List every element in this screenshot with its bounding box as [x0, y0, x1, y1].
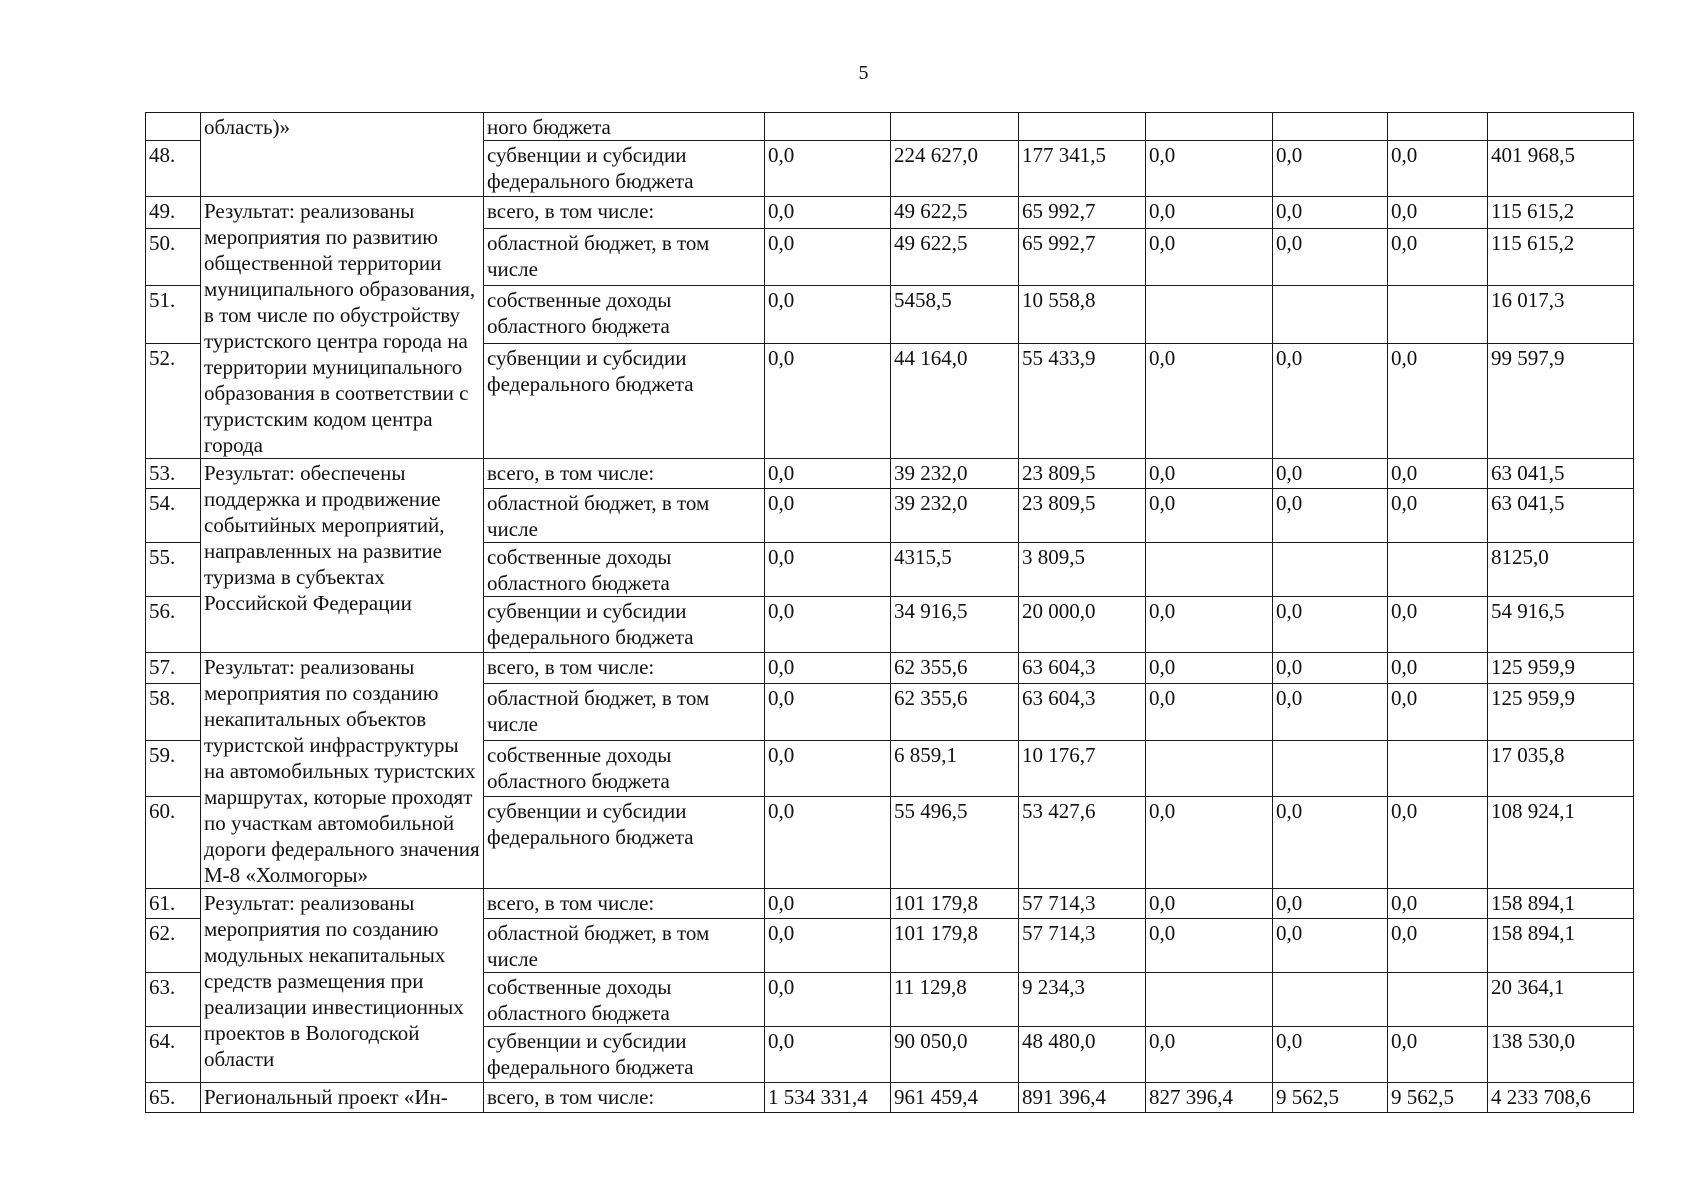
funding-source-cell: областной бюджет, в том числе: [484, 228, 765, 286]
year-value-cell: 0,0: [1146, 459, 1273, 489]
year-value-cell: [1273, 113, 1388, 141]
year-value-cell: 0,0: [1273, 597, 1388, 653]
year-value-cell: 0,0: [1273, 1027, 1388, 1083]
year-value-cell: 1 534 331,4: [765, 1083, 891, 1113]
year-value-cell: 0,0: [1146, 141, 1273, 197]
year-value-cell: 0,0: [1146, 889, 1273, 919]
year-value-cell: 0,0: [765, 286, 891, 344]
row-number-cell: [146, 113, 201, 141]
funding-source-cell: всего, в том числе:: [484, 889, 765, 919]
year-value-cell: [1146, 113, 1273, 141]
year-value-cell: 0,0: [765, 597, 891, 653]
row-number-cell: 55.: [146, 543, 201, 597]
year-value-cell: [1146, 543, 1273, 597]
year-value-cell: 0,0: [1146, 1027, 1273, 1083]
year-value-cell: 63 604,3: [1019, 653, 1146, 684]
year-value-cell: 0,0: [1388, 228, 1488, 286]
total-value-cell: 63 041,5: [1488, 489, 1634, 543]
year-value-cell: 0,0: [765, 197, 891, 229]
table-row: [146, 653, 1634, 684]
year-value-cell: [1273, 973, 1388, 1027]
result-description-cell: Результат: реализованы мероприятия по созданию модульных некапитальных средств размещения при реализации инвестиционных проектов в Вологодской области: [201, 889, 484, 1083]
year-value-cell: 55 496,5: [891, 797, 1019, 889]
year-value-cell: 0,0: [1273, 653, 1388, 684]
total-value-cell: 4 233 708,6: [1488, 1083, 1634, 1113]
year-value-cell: 23 809,5: [1019, 459, 1146, 489]
year-value-cell: 5458,5: [891, 286, 1019, 344]
year-value-cell: 0,0: [1388, 797, 1488, 889]
year-value-cell: 90 050,0: [891, 1027, 1019, 1083]
total-value-cell: 401 968,5: [1488, 141, 1634, 197]
funding-source-cell: всего, в том числе:: [484, 197, 765, 229]
year-value-cell: 961 459,4: [891, 1083, 1019, 1113]
year-value-cell: 4315,5: [891, 543, 1019, 597]
total-value-cell: 16 017,3: [1488, 286, 1634, 344]
year-value-cell: [1146, 740, 1273, 796]
funding-source-cell: всего, в том числе:: [484, 653, 765, 684]
year-value-cell: 0,0: [765, 684, 891, 740]
total-value-cell: 125 959,9: [1488, 653, 1634, 684]
year-value-cell: 20 000,0: [1019, 597, 1146, 653]
result-description-cell: Результат: реализованы мероприятия по развитию общественной территории муниципального образования, в том числе по обустройству туристского центра города на территории муниципального образования в соответствии с туристским кодом центра города: [201, 197, 484, 459]
year-value-cell: 6 859,1: [891, 740, 1019, 796]
year-value-cell: [1146, 286, 1273, 344]
year-value-cell: 11 129,8: [891, 973, 1019, 1027]
year-value-cell: 0,0: [765, 459, 891, 489]
year-value-cell: 0,0: [765, 141, 891, 197]
year-value-cell: 44 164,0: [891, 343, 1019, 458]
year-value-cell: 0,0: [765, 1027, 891, 1083]
year-value-cell: 65 992,7: [1019, 228, 1146, 286]
year-value-cell: 0,0: [1388, 684, 1488, 740]
year-value-cell: 0,0: [1146, 684, 1273, 740]
funding-source-cell: областной бюджет, в том числе: [484, 919, 765, 973]
year-value-cell: 48 480,0: [1019, 1027, 1146, 1083]
total-value-cell: 115 615,2: [1488, 228, 1634, 286]
year-value-cell: 0,0: [765, 343, 891, 458]
funding-source-cell: областной бюджет, в том числе: [484, 684, 765, 740]
year-value-cell: [1273, 286, 1388, 344]
total-value-cell: 8125,0: [1488, 543, 1634, 597]
year-value-cell: 55 433,9: [1019, 343, 1146, 458]
year-value-cell: 0,0: [1388, 653, 1488, 684]
year-value-cell: [1146, 973, 1273, 1027]
funding-source-cell: всего, в том числе:: [484, 459, 765, 489]
year-value-cell: 49 622,5: [891, 228, 1019, 286]
year-value-cell: 0,0: [1273, 459, 1388, 489]
year-value-cell: 10 558,8: [1019, 286, 1146, 344]
funding-source-cell: ного бюджета: [484, 113, 765, 141]
year-value-cell: 0,0: [1273, 684, 1388, 740]
year-value-cell: 0,0: [1388, 597, 1488, 653]
year-value-cell: 0,0: [1146, 343, 1273, 458]
year-value-cell: 0,0: [765, 543, 891, 597]
year-value-cell: 0,0: [1273, 919, 1388, 973]
budget-table: [145, 112, 1634, 1113]
year-value-cell: 0,0: [765, 228, 891, 286]
total-value-cell: 115 615,2: [1488, 197, 1634, 229]
year-value-cell: 0,0: [1146, 597, 1273, 653]
result-description-cell: область)»: [201, 113, 484, 197]
funding-source-cell: субвенции и субсидии федерального бюджета: [484, 343, 765, 458]
year-value-cell: 0,0: [1388, 889, 1488, 919]
year-value-cell: 0,0: [1273, 343, 1388, 458]
year-value-cell: 9 562,5: [1273, 1083, 1388, 1113]
funding-source-cell: собственные доходы областного бюджета: [484, 973, 765, 1027]
row-number-cell: 48.: [146, 141, 201, 197]
row-number-cell: 64.: [146, 1027, 201, 1083]
result-description-cell: Результат: реализованы мероприятия по созданию некапитальных объектов туристской инфраструктуры на автомобильных туристских маршрутах, которые проходят по участкам автомобильной дороги федерального значения М-8 «Холмогоры»: [201, 653, 484, 889]
year-value-cell: 9 562,5: [1388, 1083, 1488, 1113]
row-number-cell: 61.: [146, 889, 201, 919]
year-value-cell: 0,0: [1146, 489, 1273, 543]
total-value-cell: 158 894,1: [1488, 889, 1634, 919]
year-value-cell: 63 604,3: [1019, 684, 1146, 740]
year-value-cell: [1273, 543, 1388, 597]
row-number-cell: 51.: [146, 286, 201, 344]
year-value-cell: 0,0: [1273, 797, 1388, 889]
year-value-cell: [1388, 973, 1488, 1027]
year-value-cell: 49 622,5: [891, 197, 1019, 229]
table-row: [146, 889, 1634, 919]
year-value-cell: 0,0: [765, 889, 891, 919]
row-number-cell: 65.: [146, 1083, 201, 1113]
year-value-cell: 0,0: [1388, 489, 1488, 543]
year-value-cell: 0,0: [1146, 919, 1273, 973]
year-value-cell: 62 355,6: [891, 653, 1019, 684]
year-value-cell: 891 396,4: [1019, 1083, 1146, 1113]
funding-source-cell: всего, в том числе:: [484, 1083, 765, 1113]
row-number-cell: 59.: [146, 740, 201, 796]
funding-source-cell: субвенции и субсидии федерального бюджета: [484, 597, 765, 653]
year-value-cell: 34 916,5: [891, 597, 1019, 653]
year-value-cell: 0,0: [765, 740, 891, 796]
funding-source-cell: субвенции и субсидии федерального бюджета: [484, 141, 765, 197]
table-row: [146, 197, 1634, 229]
total-value-cell: 17 035,8: [1488, 740, 1634, 796]
result-description-cell: Региональный проект «Ин-: [201, 1083, 484, 1113]
row-number-cell: 63.: [146, 973, 201, 1027]
total-value-cell: 20 364,1: [1488, 973, 1634, 1027]
funding-source-cell: областной бюджет, в том числе: [484, 489, 765, 543]
year-value-cell: 0,0: [1273, 228, 1388, 286]
table-row: [146, 459, 1634, 489]
row-number-cell: 52.: [146, 343, 201, 458]
year-value-cell: 0,0: [765, 973, 891, 1027]
funding-source-cell: собственные доходы областного бюджета: [484, 740, 765, 796]
year-value-cell: 53 427,6: [1019, 797, 1146, 889]
page-number: 5: [858, 62, 869, 84]
year-value-cell: 10 176,7: [1019, 740, 1146, 796]
year-value-cell: 0,0: [1273, 141, 1388, 197]
row-number-cell: 49.: [146, 197, 201, 229]
row-number-cell: 62.: [146, 919, 201, 973]
total-value-cell: 99 597,9: [1488, 343, 1634, 458]
year-value-cell: 0,0: [1388, 141, 1488, 197]
year-value-cell: 101 179,8: [891, 919, 1019, 973]
year-value-cell: [1388, 543, 1488, 597]
total-value-cell: 138 530,0: [1488, 1027, 1634, 1083]
year-value-cell: 0,0: [1388, 459, 1488, 489]
total-value-cell: 54 916,5: [1488, 597, 1634, 653]
year-value-cell: 62 355,6: [891, 684, 1019, 740]
year-value-cell: 3 809,5: [1019, 543, 1146, 597]
year-value-cell: 0,0: [1273, 197, 1388, 229]
year-value-cell: 9 234,3: [1019, 973, 1146, 1027]
year-value-cell: [1019, 113, 1146, 141]
year-value-cell: 0,0: [1388, 343, 1488, 458]
year-value-cell: 101 179,8: [891, 889, 1019, 919]
budget-table-body: [146, 113, 1634, 1113]
table-row: [146, 113, 1634, 141]
year-value-cell: 0,0: [1146, 653, 1273, 684]
year-value-cell: [1273, 740, 1388, 796]
year-value-cell: 0,0: [1273, 489, 1388, 543]
funding-source-cell: собственные доходы областного бюджета: [484, 543, 765, 597]
table-row: [146, 1083, 1634, 1113]
year-value-cell: 0,0: [765, 653, 891, 684]
year-value-cell: 827 396,4: [1146, 1083, 1273, 1113]
year-value-cell: 39 232,0: [891, 489, 1019, 543]
year-value-cell: 0,0: [765, 919, 891, 973]
total-value-cell: 108 924,1: [1488, 797, 1634, 889]
total-value-cell: [1488, 113, 1634, 141]
row-number-cell: 50.: [146, 228, 201, 286]
year-value-cell: 39 232,0: [891, 459, 1019, 489]
year-value-cell: 0,0: [1146, 797, 1273, 889]
row-number-cell: 58.: [146, 684, 201, 740]
total-value-cell: 125 959,9: [1488, 684, 1634, 740]
row-number-cell: 54.: [146, 489, 201, 543]
year-value-cell: 0,0: [1273, 889, 1388, 919]
year-value-cell: [1388, 286, 1488, 344]
row-number-cell: 57.: [146, 653, 201, 684]
year-value-cell: 0,0: [1388, 919, 1488, 973]
year-value-cell: 0,0: [1388, 1027, 1488, 1083]
year-value-cell: 0,0: [1146, 228, 1273, 286]
row-number-cell: 60.: [146, 797, 201, 889]
year-value-cell: 23 809,5: [1019, 489, 1146, 543]
year-value-cell: 0,0: [765, 489, 891, 543]
year-value-cell: 65 992,7: [1019, 197, 1146, 229]
year-value-cell: 177 341,5: [1019, 141, 1146, 197]
result-description-cell: Результат: обеспечены поддержка и продвижение событийных мероприятий, направленных на развитие туризма в субъектах Российской Федерации: [201, 459, 484, 653]
year-value-cell: [1388, 113, 1488, 141]
row-number-cell: 53.: [146, 459, 201, 489]
year-value-cell: 0,0: [1388, 197, 1488, 229]
year-value-cell: 0,0: [1146, 197, 1273, 229]
year-value-cell: 224 627,0: [891, 141, 1019, 197]
row-number-cell: 56.: [146, 597, 201, 653]
year-value-cell: 57 714,3: [1019, 919, 1146, 973]
funding-source-cell: субвенции и субсидии федерального бюджета: [484, 797, 765, 889]
year-value-cell: [891, 113, 1019, 141]
funding-source-cell: субвенции и субсидии федерального бюджета: [484, 1027, 765, 1083]
total-value-cell: 158 894,1: [1488, 919, 1634, 973]
year-value-cell: [765, 113, 891, 141]
year-value-cell: 57 714,3: [1019, 889, 1146, 919]
year-value-cell: [1388, 740, 1488, 796]
total-value-cell: 63 041,5: [1488, 459, 1634, 489]
funding-source-cell: собственные доходы областного бюджета: [484, 286, 765, 344]
year-value-cell: 0,0: [765, 797, 891, 889]
